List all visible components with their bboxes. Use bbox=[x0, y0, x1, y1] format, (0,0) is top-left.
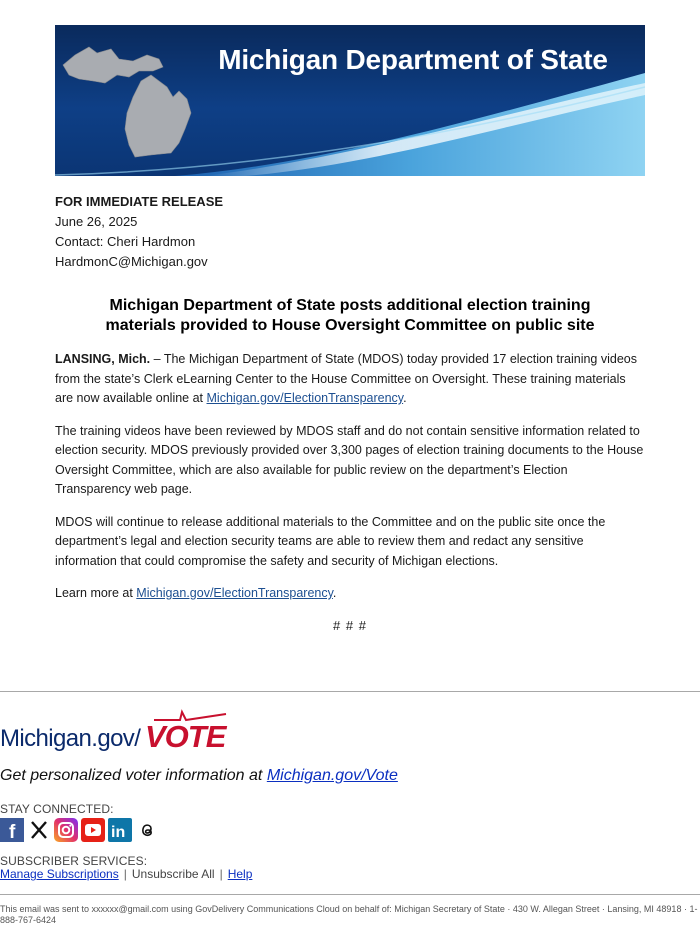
logo-check-swoosh bbox=[150, 708, 230, 722]
threads-icon[interactable] bbox=[135, 818, 159, 842]
release-label: FOR IMMEDIATE RELEASE bbox=[55, 194, 224, 209]
paragraph-4: Learn more at Michigan.gov/ElectionTransparency. bbox=[55, 586, 337, 600]
header-banner bbox=[55, 25, 645, 176]
article-body bbox=[55, 350, 645, 617]
x-icon[interactable] bbox=[27, 818, 51, 842]
footer-note: This email was sent to xxxxxx@gmail.com using GovDelivery Communications Cloud on behalf of: Michigan Secretary of State · 430 W. Allegan Street · Lansing, MI 48918 · 1-888-767-6424 bbox=[0, 904, 698, 925]
release-contact: Contact: Cheri Hardmon bbox=[55, 234, 196, 249]
svg-text:f: f bbox=[9, 822, 16, 842]
release-date: June 26, 2025 bbox=[55, 214, 138, 229]
youtube-icon[interactable] bbox=[81, 818, 105, 842]
manage-subscriptions-link[interactable]: Manage Subscriptions bbox=[0, 867, 119, 881]
release-email: HardmonC@Michigan.gov bbox=[55, 254, 208, 269]
social-icons bbox=[0, 818, 159, 842]
help-link[interactable]: Help bbox=[227, 867, 253, 881]
release-info bbox=[55, 192, 645, 272]
subscriber-services-label: SUBSCRIBER SERVICES: bbox=[0, 854, 148, 868]
facebook-icon[interactable] bbox=[0, 818, 24, 842]
election-transparency-link-2[interactable]: Michigan.gov/ElectionTransparency bbox=[136, 586, 333, 600]
instagram-icon[interactable] bbox=[54, 818, 78, 842]
svg-text:in: in bbox=[111, 824, 126, 841]
logo-vote: VOTE bbox=[145, 719, 226, 754]
unsubscribe-all-link[interactable]: Unsubscribe All bbox=[131, 867, 215, 881]
stay-connected-label: STAY CONNECTED: bbox=[0, 802, 114, 816]
headline bbox=[55, 296, 645, 336]
subscriber-links: Manage Subscriptions | Unsubscribe All | Help bbox=[0, 867, 253, 881]
paragraph-3: MDOS will continue to release additional materials to the Committee and on the public site once the department’s legal and election security teams are able to review them and redact any sensitive information that could compromise the safety and security of Michigan elections. bbox=[55, 514, 606, 568]
michigan-map-icon bbox=[63, 47, 191, 157]
dateline: LANSING, Mich. bbox=[55, 352, 151, 366]
paragraph-1: LANSING, Mich. – The Michigan Department of State (MDOS) today provided 17 election training videos from the state’s Clerk eLearning Center to the House Committee on Oversight. These training materials are now available online at Michigan.gov/ElectionTransparency. bbox=[55, 352, 637, 405]
election-transparency-link-1[interactable]: Michigan.gov/ElectionTransparency bbox=[206, 391, 404, 405]
linkedin-icon[interactable] bbox=[108, 818, 132, 842]
headline-line-2: materials provided to House Oversight Committee on public site bbox=[105, 317, 595, 334]
michigan-gov-vote-link[interactable]: Michigan.gov/Vote bbox=[266, 767, 398, 784]
headline-line-1: Michigan Department of State posts additional election training bbox=[109, 297, 591, 314]
footer-divider-bottom bbox=[0, 894, 700, 895]
logo-michigan-gov: Michigan.gov/ bbox=[0, 725, 141, 752]
footer-divider bbox=[0, 691, 700, 692]
voter-info-tagline: Get personalized voter information at Michigan.gov/Vote bbox=[0, 767, 398, 784]
paragraph-2: The training videos have been reviewed by MDOS staff and do not contain sensitive information related to election security. MDOS previously provided over 3,300 pages of election training documents to the House Oversight Committee, which are also available for public review on the department’s Election Transparency web page. bbox=[55, 423, 644, 496]
michigan-vote-logo[interactable] bbox=[0, 708, 240, 754]
end-mark: # # # bbox=[333, 618, 367, 633]
banner-title: Michigan Department of State bbox=[218, 44, 608, 75]
